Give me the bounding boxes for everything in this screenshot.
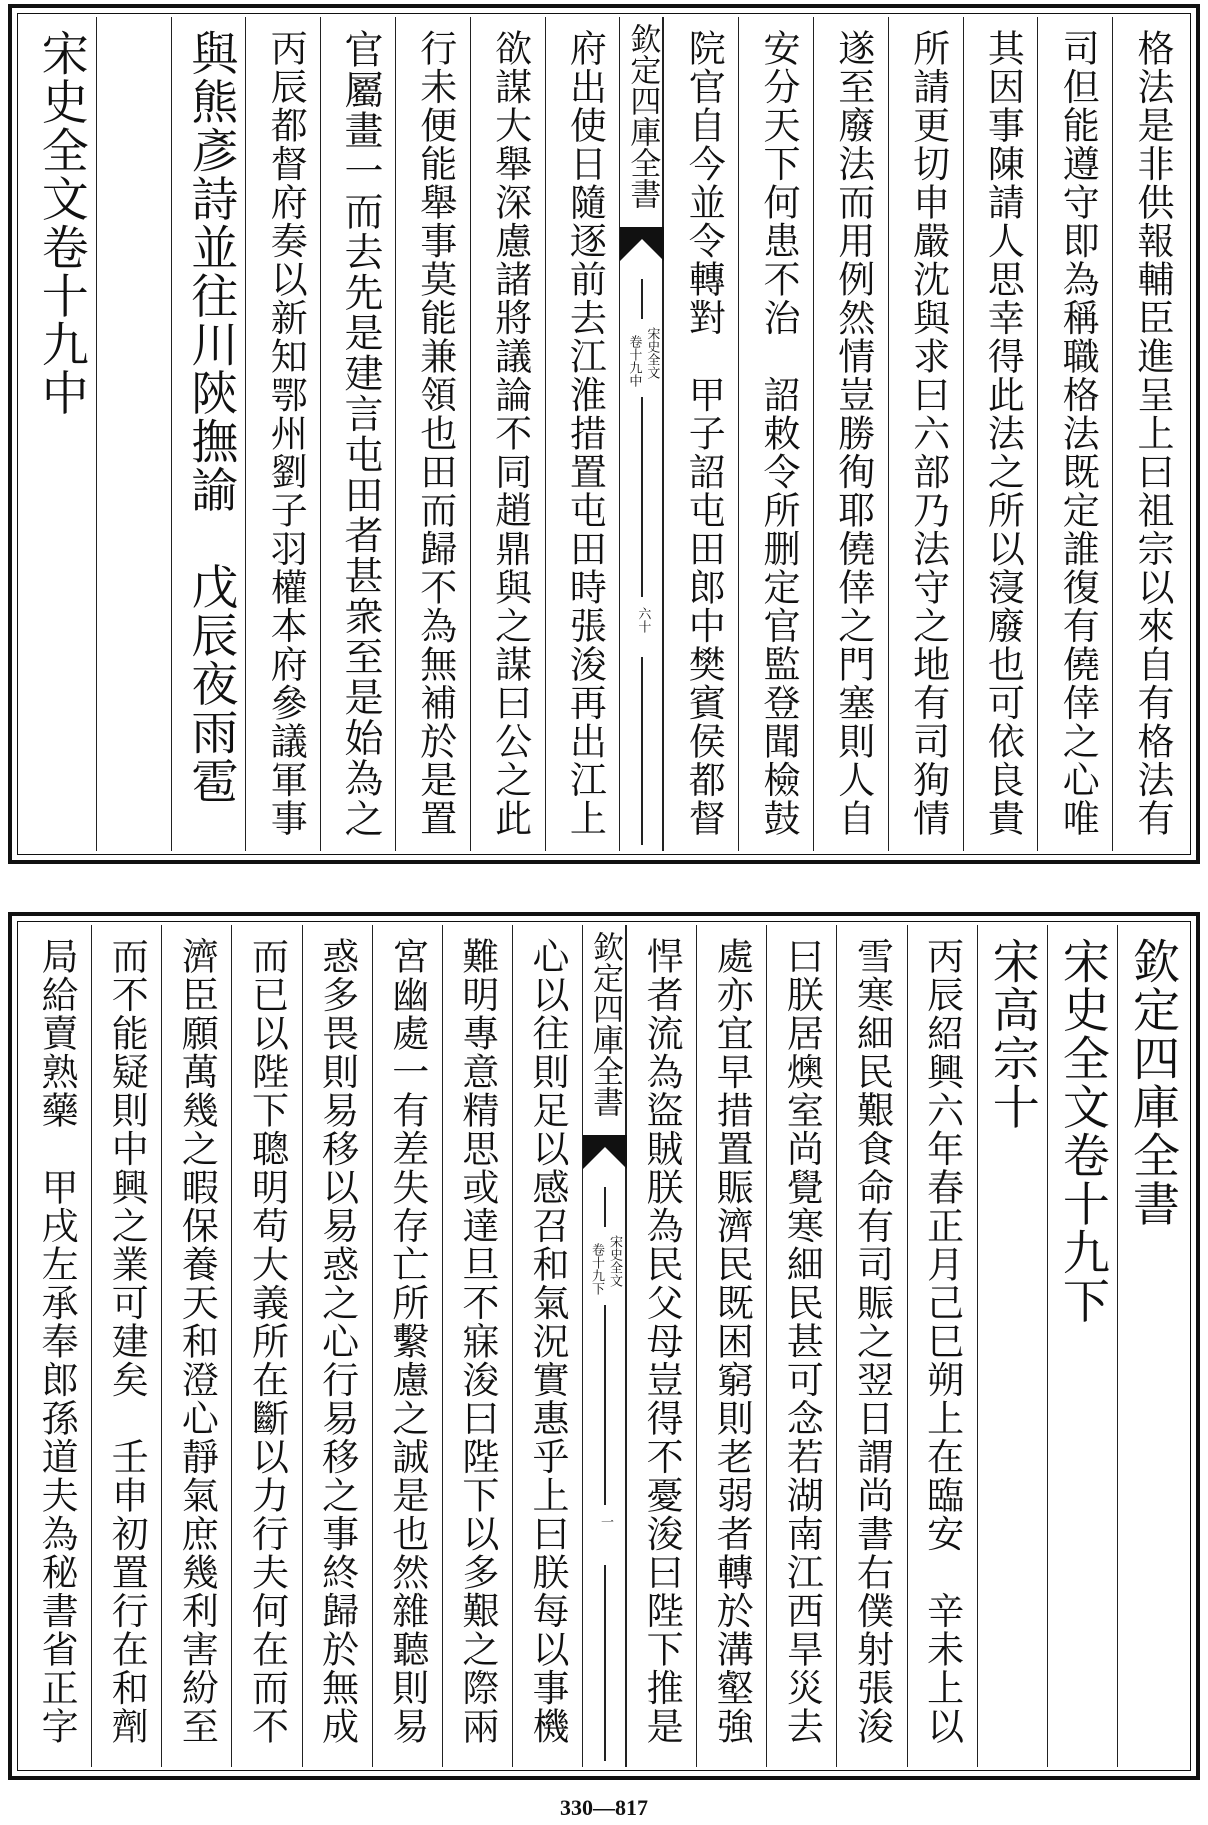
upper-column-text: 格法是非供報輔臣進呈上曰祖宗以來自有格法有 [1130, 29, 1174, 838]
upper-column-text: 欲謀大舉深慮諸將議論不同趙鼎與之謀曰公之此 [488, 29, 532, 838]
spine-rule [641, 397, 643, 597]
lower-column-text: 局給賣熟藥 甲戌左承奉郎孫道夫為秘書省正字 [35, 937, 79, 1746]
lower-column-text: 雪寒細民艱食命有司賑之翌日謂尚書右僕射張浚 [850, 937, 894, 1746]
spine-folio: 六十 [635, 607, 651, 633]
lower-column-text: 難明專意精思或達旦不寐浚曰陛下以多艱之際兩 [455, 937, 499, 1746]
lower-fold-spine [582, 925, 626, 1767]
spine-rule [604, 1565, 606, 1761]
upper-column [470, 17, 545, 851]
upper-column [245, 17, 320, 851]
lower-column [1047, 925, 1117, 1767]
lower-column [372, 925, 442, 1767]
upper-column [545, 17, 620, 851]
upper-column-text: 安分天下何患不治 詔敕令所删定官監登聞檢鼓 [756, 29, 800, 838]
upper-column-text: 府出使日隨逐前去江淮措置屯田時張浚再出江上 [563, 29, 607, 838]
spine-book-title: 宋史全文 [644, 327, 660, 379]
lower-column-text: 丙辰紹興六年春正月己巳朔上在臨安 辛未上以 [920, 937, 964, 1746]
lower-column [442, 925, 512, 1767]
lower-column [1117, 925, 1187, 1767]
fishtail-mark-icon [620, 227, 664, 277]
upper-column-text: 行未便能舉事莫能兼領也田而歸不為無補於是置 [413, 29, 457, 838]
lower-column-text: 宋高宗十 [984, 937, 1040, 1131]
upper-column [21, 17, 96, 851]
upper-column [963, 17, 1038, 851]
lower-column-text: 處亦宜早措置賑濟民既困窮則老弱者轉於溝壑強 [710, 937, 754, 1746]
upper-column-text: 丙辰都督府奏以新知鄂州劉子羽權本府參議軍事 [264, 29, 308, 838]
upper-column-text: 遂至廢法而用例然情豈勝徇耶僥倖之門塞則人自 [831, 29, 875, 838]
page-number: 330—817 [560, 1795, 648, 1820]
spine-volume: 卷十九下 [589, 1243, 604, 1295]
lower-column-text: 欽定四庫全書 [1125, 937, 1180, 1228]
upper-page [8, 4, 1200, 864]
upper-column [663, 17, 738, 851]
spine-rule [604, 1187, 606, 1227]
lower-column-text: 宮幽處一有差失存亡所繫慮之誠是也然雜聽則易 [385, 937, 429, 1746]
lower-column [231, 925, 301, 1767]
fishtail-mark-icon [583, 1135, 627, 1185]
upper-column [888, 17, 963, 851]
lower-column [766, 925, 836, 1767]
lower-column [836, 925, 906, 1767]
upper-column [1112, 17, 1187, 851]
lower-column [696, 925, 766, 1767]
upper-column-text: 宋史全文卷十九中 [33, 29, 89, 417]
spine-book-title: 宋史全文 [607, 1235, 622, 1287]
lower-column-text: 而不能疑則中興之業可建矣 壬申初置行在和劑 [105, 937, 149, 1746]
lower-column-text: 而已以陛下聰明苟大義所在斷以力行夫何在而不 [245, 937, 289, 1746]
upper-column [1037, 17, 1112, 851]
spine-rule [604, 1305, 606, 1505]
upper-column-text: 與熊彥詩並往川陝撫諭 戊辰夜雨雹 [183, 29, 239, 805]
lower-page [8, 912, 1200, 1780]
upper-fold-spine [619, 17, 663, 851]
lower-column [907, 925, 977, 1767]
upper-column-text: 院官自今並令轉對 甲子詔屯田郎中樊賓侯都督 [682, 29, 726, 838]
upper-column [96, 17, 171, 851]
spine-folio: 一 [598, 1515, 613, 1528]
upper-column-text: 所請更切申嚴沈與求曰六部乃法守之地有司狥情 [906, 29, 950, 838]
lower-column-text: 濟臣願萬幾之暇保養天和澄心靜氣庶幾利害紛至 [175, 937, 219, 1746]
upper-column [320, 17, 395, 851]
upper-column [395, 17, 470, 851]
lower-text-area [21, 925, 1187, 1767]
lower-column [21, 925, 91, 1767]
spine-rule [641, 279, 643, 319]
spine-library-title: 欽定四庫全書 [624, 23, 661, 209]
lower-column-text: 悍者流為盜賊朕為民父母豈得不憂浚曰陛下推是 [640, 937, 684, 1746]
lower-column [91, 925, 161, 1767]
lower-column [161, 925, 231, 1767]
lower-column [626, 925, 696, 1767]
lower-column [302, 925, 372, 1767]
upper-column-text: 其因事陳請人思幸得此法之所以寖廢也可依良貴 [981, 29, 1025, 838]
spine-rule [641, 657, 643, 845]
spine-volume: 卷十九中 [626, 335, 642, 387]
upper-text-area [21, 17, 1187, 851]
upper-column-text: 司但能遵守即為稱職格法既定誰復有僥倖之心唯 [1056, 29, 1100, 838]
upper-column-text: 官屬畫一而去先是建言屯田者甚衆至是始為之 [337, 29, 383, 839]
upper-column [813, 17, 888, 851]
spine-library-title: 欽定四庫全書 [587, 931, 623, 1117]
upper-column [171, 17, 246, 851]
lower-column-text: 宋史全文卷十九下 [1054, 937, 1110, 1325]
lower-column-text: 惑多畏則易移以易惑之心行易移之事終歸於無成 [315, 937, 359, 1746]
lower-column-text: 心以往則足以感召和氣況實惠乎上曰朕每以事機 [526, 937, 569, 1746]
lower-column-text: 曰朕居燠室尚覺寒細民甚可念若湖南江西旱災去 [780, 937, 824, 1746]
upper-column [738, 17, 813, 851]
lower-column [977, 925, 1047, 1767]
lower-column [512, 925, 582, 1767]
